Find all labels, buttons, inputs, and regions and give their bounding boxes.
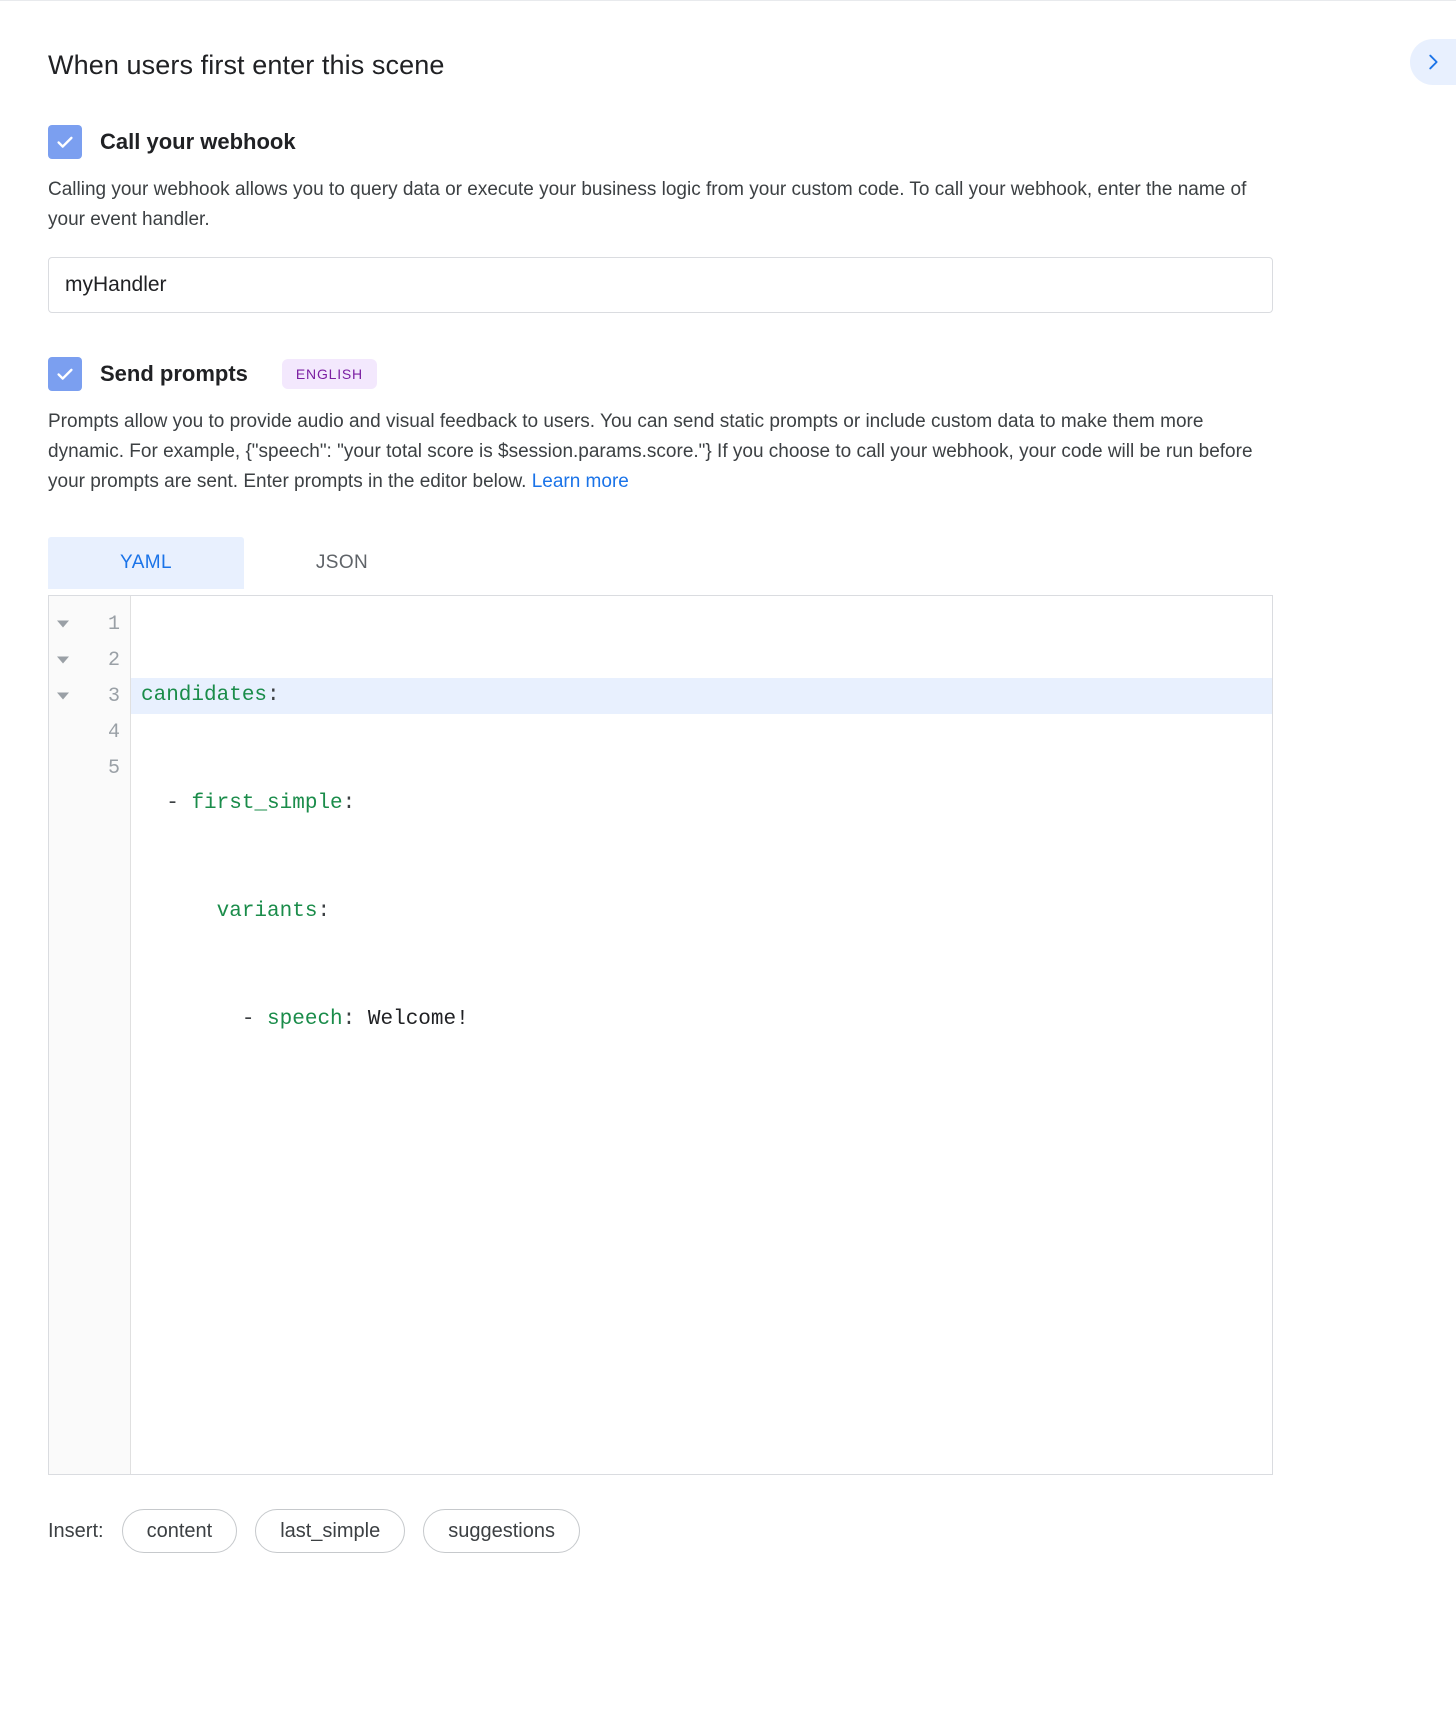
code-punct: : [317, 900, 331, 923]
insert-chip-content[interactable]: content [122, 1509, 238, 1553]
page-title: When users first enter this scene [48, 50, 445, 80]
gutter-line [49, 606, 130, 642]
send-prompts-description-text: Prompts allow you to provide audio and visual feedback to users. You can send static prompts or include custom data to make them more dynamic. For example, {"speech": "your total score is $session.params.score."} If you choose to call your webhook, your code will be run before your prompts are sent. Enter prompts in the editor below. [48, 411, 1253, 492]
code-value: Welcome! [367, 1008, 469, 1031]
line-number: 5 [107, 756, 120, 780]
code-key: speech [267, 1008, 343, 1031]
code-key: variants [216, 900, 318, 923]
learn-more-link[interactable]: Learn more [531, 471, 629, 492]
editor-format-tabs [48, 537, 1273, 589]
code-line [131, 678, 1272, 714]
code-key: candidates [141, 684, 268, 707]
insert-chip-last-simple[interactable]: last_simple [255, 1509, 405, 1553]
line-number: 3 [107, 684, 120, 708]
code-key: first_simple [191, 792, 343, 815]
editor-gutter [49, 596, 131, 1474]
expand-panel-button[interactable] [1410, 39, 1456, 85]
prompt-code-editor[interactable] [48, 595, 1273, 1475]
call-webhook-row[interactable] [48, 125, 1404, 159]
call-webhook-label: Call your webhook [100, 129, 296, 154]
gutter-line [49, 678, 130, 714]
code-dash: - [241, 1008, 268, 1031]
chevron-right-icon [1422, 51, 1444, 73]
event-handler-input[interactable] [48, 257, 1273, 313]
call-webhook-description: Calling your webhook allows you to query data or execute your business logic from your custom code. To call your webhook, enter the name of your event handler. [48, 179, 1247, 230]
line-number: 1 [107, 612, 120, 636]
insert-chips-row [48, 1509, 1404, 1553]
send-prompts-row[interactable] [48, 357, 1404, 391]
code-line [131, 1110, 1272, 1146]
tab-json[interactable]: JSON [315, 552, 369, 573]
fold-toggle-icon[interactable] [57, 693, 69, 700]
gutter-line [49, 642, 130, 678]
line-number: 2 [107, 648, 120, 672]
code-line [131, 1002, 1272, 1038]
code-indent [141, 1008, 242, 1031]
code-dash: - [166, 792, 192, 815]
send-prompts-description [48, 407, 1273, 497]
code-punct: : [342, 1008, 368, 1031]
gutter-line [49, 750, 130, 786]
gutter-line [49, 714, 130, 750]
send-prompts-label: Send prompts [100, 361, 248, 386]
editor-content[interactable] [131, 596, 1272, 1474]
line-number: 4 [107, 720, 120, 744]
insert-label: Insert: [48, 1519, 104, 1542]
code-punct: : [342, 792, 356, 815]
language-badge: ENGLISH [282, 359, 377, 389]
insert-chip-suggestions[interactable]: suggestions [423, 1509, 580, 1553]
code-line [131, 786, 1272, 822]
code-line [131, 894, 1272, 930]
call-webhook-checkbox[interactable] [48, 125, 82, 159]
fold-toggle-icon[interactable] [57, 657, 69, 664]
tab-yaml[interactable]: YAML [48, 537, 244, 589]
code-indent [141, 900, 217, 923]
send-prompts-checkbox[interactable] [48, 357, 82, 391]
code-indent [141, 792, 166, 815]
fold-toggle-icon[interactable] [57, 621, 69, 628]
code-punct: : [267, 684, 280, 707]
